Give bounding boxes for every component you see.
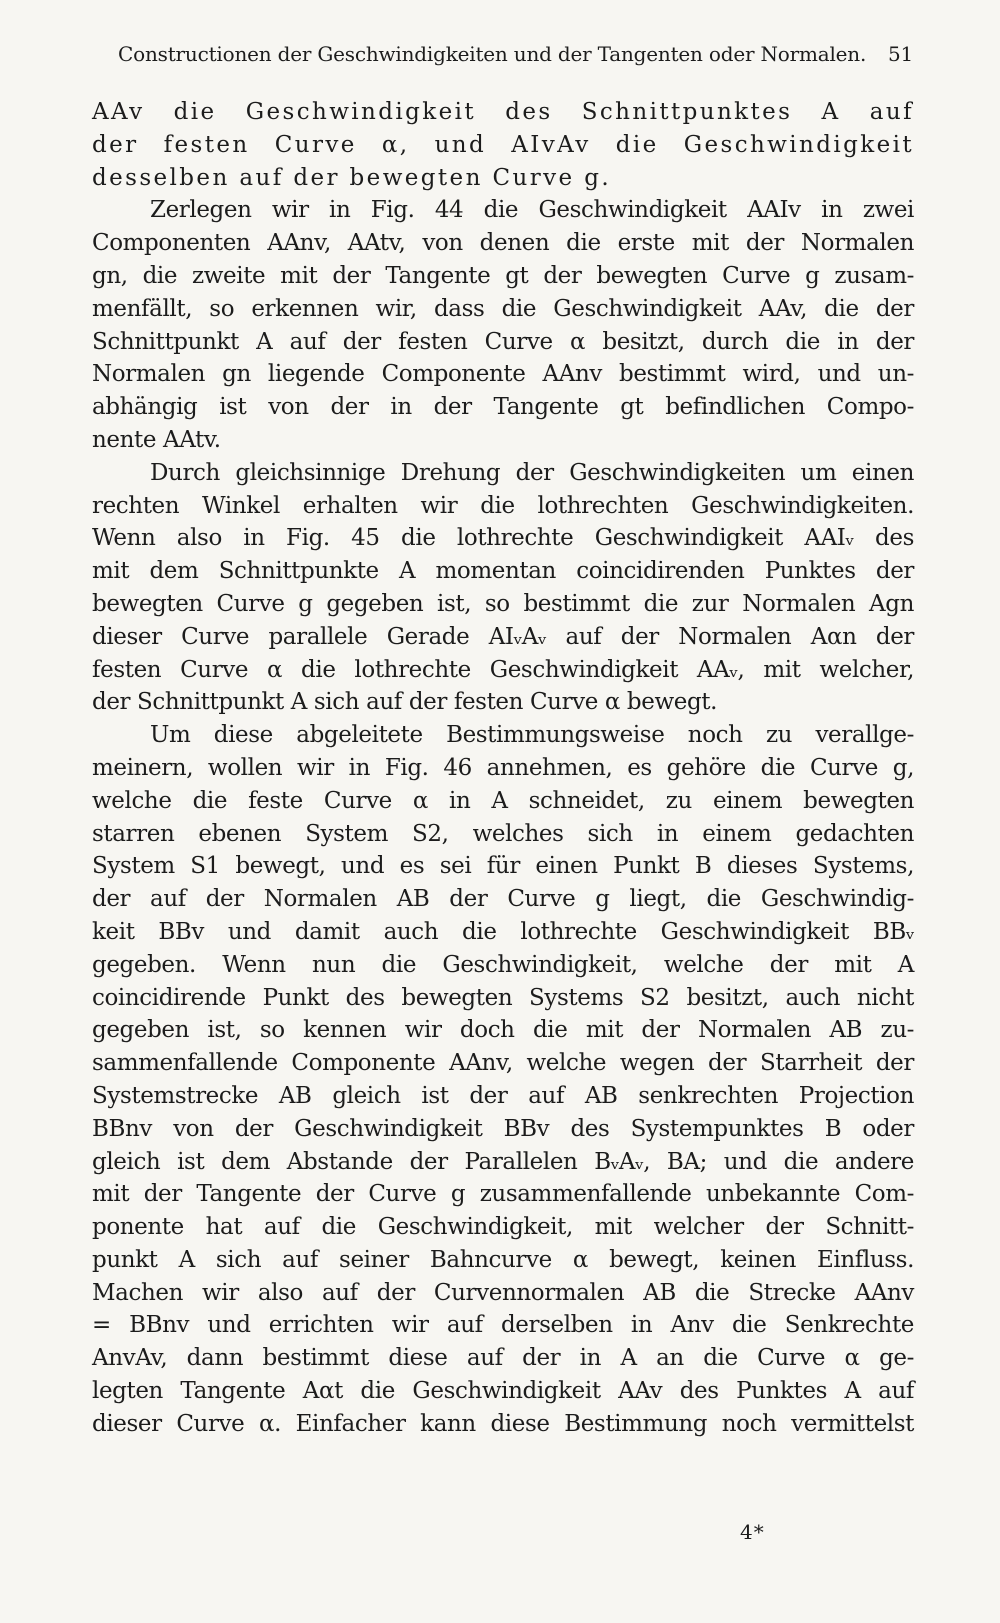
text-line: meinern, wollen wir in Fig. 46 annehmen, es gehöre die Curve g, xyxy=(92,754,914,781)
text-line: rechten Winkel erhalten wir die lothrechten Geschwindigkeiten. xyxy=(92,492,914,519)
text-line: Normalen gn liegende Componente AAnv bestimmt wird, und un- xyxy=(92,361,914,388)
text-line: der Schnittpunkt A sich auf der festen Curve α bewegt. xyxy=(92,689,718,716)
text-line: Schnittpunkt A auf der festen Curve α besitzt, durch die in der xyxy=(92,328,914,355)
body-text xyxy=(92,96,914,1441)
text-line: desselben auf der bewegten Curve g. xyxy=(92,164,612,191)
signature-mark: 4* xyxy=(740,1520,765,1544)
text-line: menfällt, so erkennen wir, dass die Geschwindigkeit AAv, die der xyxy=(92,295,914,322)
text-line: der auf der Normalen AB der Curve g liegt, die Geschwindig- xyxy=(92,886,914,913)
text-line: der festen Curve α, und AIvAv die Geschwindigkeit xyxy=(92,131,914,158)
text-line: punkt A sich auf seiner Bahncurve α bewegt, keinen Einfluss. xyxy=(92,1246,914,1273)
text-line: nente AAtv. xyxy=(92,426,221,453)
text-line: = BBnv und errichten wir auf derselben in Anv die Senkrechte xyxy=(92,1312,914,1339)
text-line: AAv die Geschwindigkeit des Schnittpunktes A auf xyxy=(92,99,914,125)
text-line: legten Tangente Aαt die Geschwindigkeit AAv des Punktes A auf xyxy=(92,1378,914,1405)
text-line: Componenten AAnv, AAtv, von denen die erste mit der Normalen xyxy=(92,230,914,257)
text-line: gegeben ist, so kennen wir doch die mit der Normalen AB zu- xyxy=(92,1017,914,1044)
text-line: coincidirende Punkt des bewegten Systems S2 besitzt, auch nicht xyxy=(92,984,914,1011)
page-number: 51 xyxy=(887,42,913,66)
text-line: Systemstrecke AB gleich ist der auf AB senkrechten Projection xyxy=(92,1082,914,1109)
text-line: mit der Tangente der Curve g zusammenfallende unbekannte Com- xyxy=(92,1181,914,1208)
text-line: keit BBv und damit auch die lothrechte Geschwindigkeit BBᵥ xyxy=(92,918,914,945)
text-line: welche die feste Curve α in A schneidet, zu einem bewegten xyxy=(92,787,914,814)
text-line: dieser Curve α. Einfacher kann diese Bestimmung noch vermittelst xyxy=(92,1410,914,1437)
text-line: sammenfallende Componente AAnv, welche wegen der Starrheit der xyxy=(92,1050,914,1077)
text-line: Machen wir also auf der Curvennormalen AB die Strecke AAnv xyxy=(92,1279,914,1306)
text-line: BBnv von der Geschwindigkeit BBv des Systempunktes B oder xyxy=(92,1115,914,1142)
running-head xyxy=(118,42,913,78)
text-line: Zerlegen wir in Fig. 44 die Geschwindigkeit AAIv in zwei xyxy=(150,197,914,224)
text-line: gleich ist dem Abstande der Parallelen BᵥAᵥ, BA; und die andere xyxy=(92,1148,914,1175)
text-line: gn, die zweite mit der Tangente gt der bewegten Curve g zusam- xyxy=(92,262,914,289)
text-line: System S1 bewegt, und es sei für einen Punkt B dieses Systems, xyxy=(92,853,914,880)
text-line: ponente hat auf die Geschwindigkeit, mit welcher der Schnitt- xyxy=(92,1214,914,1241)
text-line: gegeben. Wenn nun die Geschwindigkeit, welche der mit A xyxy=(92,951,914,978)
running-title: Constructionen der Geschwindigkeiten und der Tangenten oder Normalen. xyxy=(118,42,867,66)
text-line: AnvAv, dann bestimmt diese auf der in A an die Curve α ge- xyxy=(92,1345,914,1372)
text-line: dieser Curve parallele Gerade AIᵥAᵥ auf der Normalen Aαn der xyxy=(92,623,914,650)
text-line: abhängig ist von der in der Tangente gt befindlichen Compo- xyxy=(92,394,914,421)
text-line: Wenn also in Fig. 45 die lothrechte Geschwindigkeit AAIᵥ des xyxy=(92,525,914,552)
text-line: festen Curve α die lothrechte Geschwindigkeit AAᵥ, mit welcher, xyxy=(92,656,914,683)
text-line: Um diese abgeleitete Bestimmungsweise noch zu verallge- xyxy=(150,722,914,749)
text-line: bewegten Curve g gegeben ist, so bestimmt die zur Normalen Agn xyxy=(92,590,914,617)
text-line: Durch gleichsinnige Drehung der Geschwindigkeiten um einen xyxy=(150,459,914,486)
text-line: starren ebenen System S2, welches sich in einem gedachten xyxy=(92,820,914,847)
text-line: mit dem Schnittpunkte A momentan coincidirenden Punktes der xyxy=(92,558,914,585)
